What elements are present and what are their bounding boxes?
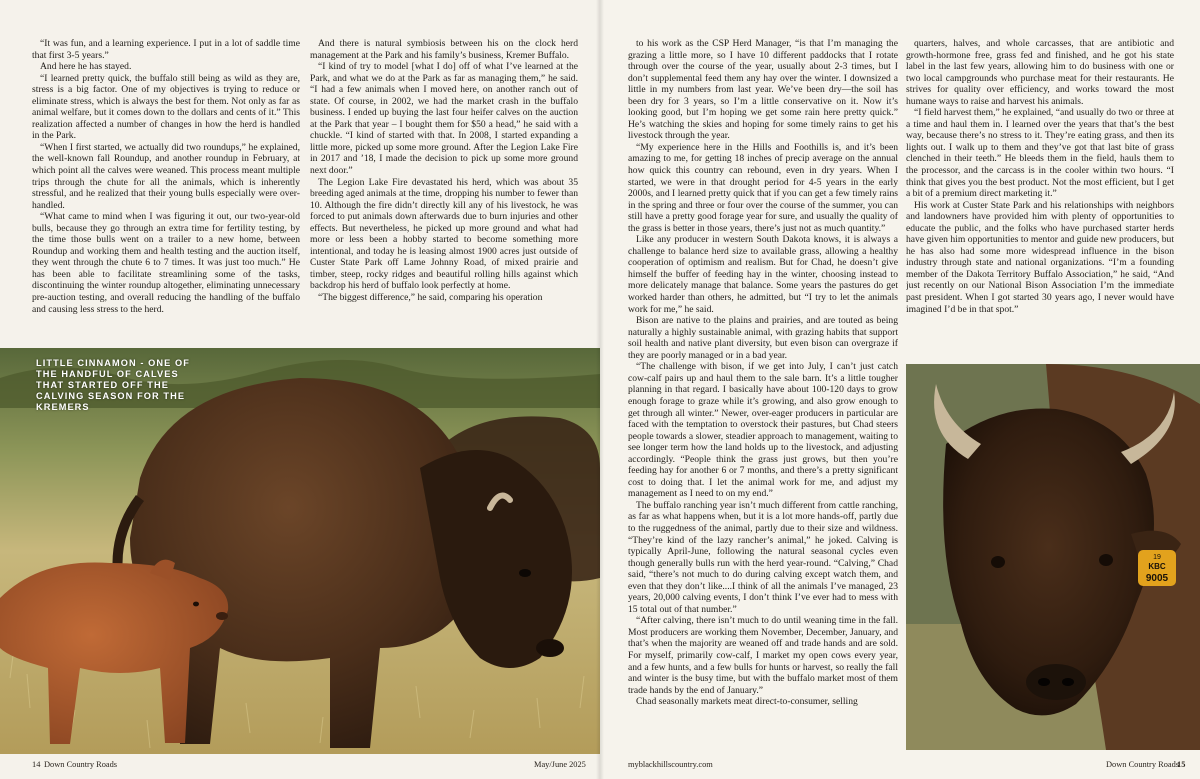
article-paragraph: “I learned pretty quick, the buffalo still being as wild as they are, stress is a big factor. One of my objectives is trying to reduce or eliminate stress, which is always the best for them. Not only as far as animal welfare, but it comes down to the dollars and cents of it.” This realization affected a number of changes in how the herd is handled in the Park. xyxy=(32,72,300,142)
article-paragraph: The buffalo ranching year isn’t much different from cattle ranching, as far as what happens when, but it is a lot more hands-off, partly due to the ruggedness of the animal, partly due to their size and wildness. “They’re kind of the lazy rancher’s animal,” he joked. Calving is typically April-June, following the natural seasonal cycles even though generally bulls run with the herd year-round. “Calving,” Chad said, “there’s not much to do during calving except watch them, and even that they don’t like....I think of all the animals I’ve managed, 23 years, 20,000 calving events, I don’t think I’ve ever had to mess with 15 total out of that number.” xyxy=(628,499,898,615)
article-paragraph: Bison are native to the plains and prairies, and are touted as being naturally a highly sustainable animal, with grazing habits that support soil health and native plant diversity, but even bison can overgraze if they are poorly managed or in a bad year. xyxy=(628,315,898,361)
article-paragraph: “What came to mind when I was figuring it out, our two-year-old bulls, because they go through an extra time for fertility testing, by the time those bulls went on a trailer to a new home, between Roundup and working them and health testing and the auction itself, they went through the chute 6 to 7 times. It was just too much.” He has been able to facilitate streamlining some of the tasks, discontinuing the winter roundup altogether, eliminating unnecessary pre-auction testing, and overall reducing the handling of the buffalo and causing less stress to the herd. xyxy=(32,211,300,315)
article-paragraph: Chad seasonally markets meat direct-to-consumer, selling xyxy=(636,696,858,708)
ear-tag-line-3: 9005 xyxy=(1145,573,1169,584)
article-paragraph: “When I first started, we actually did two roundups,” he explained, the well-known fall Roundup, and another roundup in February, at which point all the calves were weaned. This process meant multiple trips through the chute for all the animals, which is inherently stressful, and he realized that their young bulls especially were over-handled. xyxy=(32,141,300,211)
article-column-1 xyxy=(32,38,300,338)
ear-tag-line-2: KBC xyxy=(1148,562,1166,571)
photo-caption: LITTLE CINNAMON - ONE OF THE HANDFUL OF CALVES THAT STARTED OFF THE CALVING SEASON FOR THE KREMERS xyxy=(36,358,190,412)
article-paragraph: The Legion Lake Fire devastated his herd, which was about 35 breeding aged animals at the time, dropping his number to fewer than 10. Although the fire didn’t directly kill any of his livestock, he was forced to put animals down afterwards due to burn injuries and other effects. But nevertheless, he picked up more ground and what had more or less been a hobby started to become something more intentional, and today he is leasing almost 1900 acres just outside of Custer State Park off Lame Johnny Road, of mixed prairie and timber, steep, rocky ridges and beautiful rolling hills against which backdrop his herd of buffalo look perfectly at home. xyxy=(310,176,578,292)
article-paragraph: “The challenge with bison, if we get into July, I can’t just catch cow-calf pairs up and haul them to the sale barn. It’s a little tougher planning in that regard. I basically have about 100-120 days to grow enough forage to graze while it’s growing, and also grow enough to get through all winter.” Newer, over-eager producers in particular are faced with the temptation to overstock their pastures, but Chad steers people towards a slower, steadier approach to management, waiting to see longer term how the land holds up to the livestock, and adjusting accordingly. “People think the grass just grows, but then you’re feeding hay for another 6 or 7 months, and there’s a pretty significant cost to doing that. I let the animal work for me, and adjust my management as I need to on my end.” xyxy=(628,361,898,500)
article-paragraph: “The biggest difference,” he said, comparing his operation xyxy=(318,292,543,304)
article-paragraph: Like any producer in western South Dakota knows, it is always a challenge to balance herd size to available grass, allowing a healthy cooperation of optimism and realism. But for Chad, he doesn’t give himself the buffer of feeding hay in the winter, choosing instead to more delicately manage that balance. Some years the pastures do get worked harder than others, he admitted, but “I try to let the animals work for me,” he said. xyxy=(628,234,898,315)
page-gutter xyxy=(596,0,604,779)
article-paragraph: “I field harvest them,” he explained, “and usually do two or three at a time and haul them in. I learned over the years that that’s the best way, because there’s no stress to it. They’re eating grass, and then its lights out. I walk up to them and they’ve got that last bite of grass clenched in their teeth.” He bleeds them in the field, hauls them to the processor, and the carcass is in the cooler within two hours. “I think that gives you the best product. Not the most efficient, but I get a bit of a premium direct marketing it.” xyxy=(906,107,1174,200)
page-number-left: 14 xyxy=(32,760,41,769)
article-paragraph: “It was fun, and a learning experience. I put in a lot of saddle time that first 3-5 years.” xyxy=(32,38,300,61)
bison-bull-closeup-photo xyxy=(906,364,1200,750)
bison-closeup-illustration xyxy=(906,364,1200,750)
website-url: myblackhillscountry.com xyxy=(628,760,713,769)
magazine-name-left: Down Country Roads xyxy=(44,760,118,769)
article-paragraph: “My experience here in the Hills and Foothills is, and it’s been amazing to me, for getting 18 inches of precip average on the annual how quick this country can rebound, even in dry years. When I started, we were in that drought period for 4-5 years in the early 2000s, and I learned pretty quick that if you can get a few timely rains in the spring and three or four over the course of the summer, you can still have a pretty good forage year for sure, and usually the quality of the grass is better in those years, there’s just not as much quantity.” xyxy=(628,141,898,234)
ear-tag-line-1: 19 xyxy=(1153,554,1161,561)
article-column-4 xyxy=(906,38,1174,360)
article-column-3 xyxy=(628,38,898,758)
article-paragraph: to his work as the CSP Herd Manager, “is that I’m managing the grazing a little more, so I have 10 different paddocks that I rotate through over the course of the year, usually about 2-3 times, but I don’t supplemental feed them any hay over the winter. I downsized a little in my numbers from last year. We’ve been dry—the soil has been dry for 3 years, so I’m a little conservative on it. Now it’s looking good, but I’m hoping we get some rain here pretty quick.” He’s watching the skies and hoping for some timely rains to get his livestock through the year. xyxy=(628,38,898,142)
magazine-name-right: Down Country Roads xyxy=(1106,760,1180,769)
article-paragraph: quarters, halves, and whole carcasses, that are antibiotic and growth-hormone free, grass fed and finished, and he got his state label in the last few years, allowing him to do business with one or two local campgrounds who purchase meat for their restaurants. He strives for quality over efficiency, and works toward the most humane ways to raise and harvest his animals. xyxy=(906,38,1174,107)
issue-date: May/June 2025 xyxy=(534,760,586,769)
article-paragraph: And here he has stayed. xyxy=(40,61,132,73)
page-number-right: 15 xyxy=(1177,760,1186,769)
ear-tag xyxy=(1138,550,1176,586)
article-paragraph: And there is natural symbiosis between his on the clock herd management at the Park and his family’s business, Kremer Buffalo. xyxy=(310,38,578,61)
article-paragraph: “I kind of try to model [what I do] off of what I’ve learned at the Park, and what we do at the Park as far as managing them,” he said. “I had a few animals when I moved here, on another ranch out of state. Of course, in 2002, we had the market crash in the buffalo business. I ended up buying the last four heifer calves on the auction at the Park that year – I bought them for $50 a head,” he said with a chuckle. “I kind of started with that. In 2008, I started expanding a little more, picked up some more ground. After the Legion Lake Fire in 2017 and ’18, I made the decision to pick up some more ground next door.” xyxy=(310,61,578,177)
bison-cow-and-calf-photo xyxy=(0,348,600,754)
article-column-2 xyxy=(310,38,578,338)
right-page xyxy=(600,0,1200,779)
article-paragraph: His work at Custer State Park and his relationships with neighbors and landowners have provided him with plenty of opportunities to educate the public, and the folks who have purchased starter herds have given him opportunities to mentor and guide new producers, but he has also had some more widespread influence in the bison industry through state and national organizations. “I’m a founding member of the Dakota Territory Buffalo Association,” he said, “And just recently on our National Bison Association I’m the immediate past president. When I got started 30 years ago, I never would have imagined I’d be in that spot.” xyxy=(906,199,1174,315)
article-paragraph: “After calving, there isn’t much to do until weaning time in the fall. Most producers are working them November, December, January, and that’s when the majority are weaned off and trade hands and are sold. For myself, primarily cow-calf, I market my open cows every year, and a few hunts, and a few bulls for hunts or harvest, so really the fall and winter is the busy time, but with the buffalo market most of them trade hands by the end of January.” xyxy=(628,615,898,696)
